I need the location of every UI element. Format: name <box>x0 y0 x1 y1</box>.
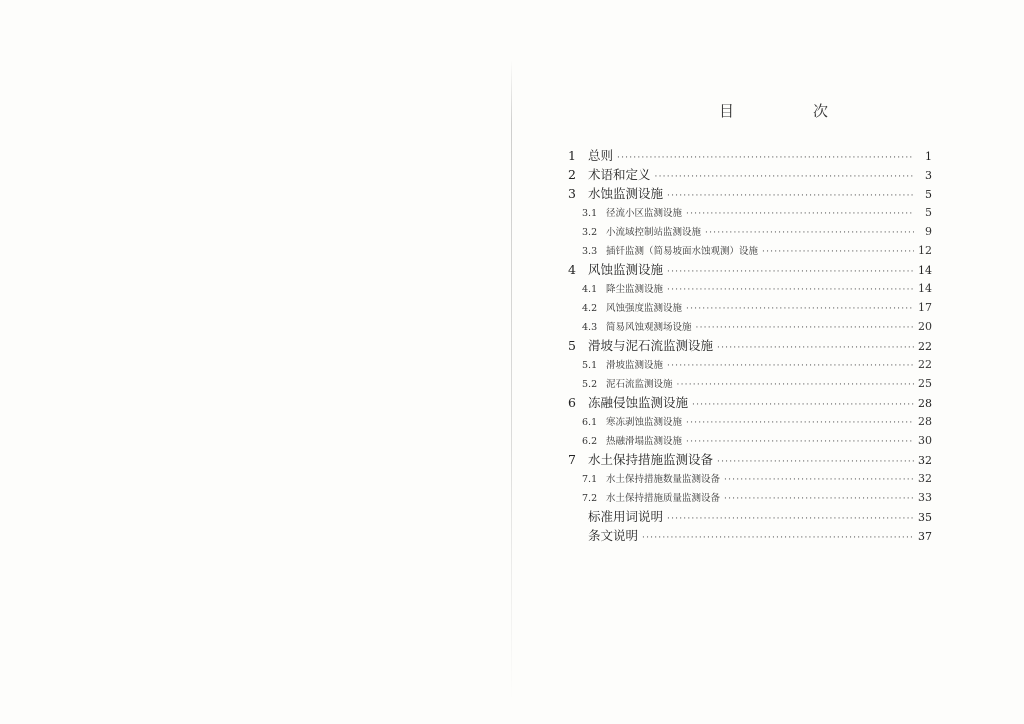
dot-leader <box>705 224 914 243</box>
entry-number: 7.1 <box>582 474 598 485</box>
dot-leader <box>724 490 914 509</box>
entry-number: 6.2 <box>582 436 598 447</box>
entry-title: 术语和定义 <box>588 167 651 182</box>
dot-leader <box>667 357 914 376</box>
entry-number: 6 <box>568 395 576 410</box>
entry-number: 3.3 <box>582 246 598 257</box>
dot-leader <box>667 187 914 206</box>
toc-subentry[interactable] <box>568 317 932 336</box>
entry-title: 泥石流监测设施 <box>606 379 673 390</box>
toc-subentry[interactable] <box>568 241 932 260</box>
entry-title: 简易风蚀观测场设施 <box>606 322 692 333</box>
entry-page: 32 <box>918 472 932 485</box>
entry-number: 7 <box>568 452 576 467</box>
entry-page: 30 <box>918 434 932 447</box>
toc-subentry[interactable] <box>568 469 932 488</box>
entry-title: 标准用词说明 <box>588 509 664 524</box>
entry-page: 22 <box>918 358 932 371</box>
dot-leader <box>762 243 914 262</box>
entry-page: 14 <box>918 282 932 295</box>
dot-leader <box>677 376 914 395</box>
entry-page: 35 <box>918 511 932 524</box>
entry-title: 滑坡监测设施 <box>606 360 664 371</box>
dot-leader <box>686 300 914 319</box>
entry-number: 2 <box>568 167 576 182</box>
entry-number: 3.2 <box>582 227 598 238</box>
toc-entry[interactable] <box>568 336 932 355</box>
entry-number: 1 <box>568 148 576 163</box>
dot-leader <box>686 414 914 433</box>
toc-entry[interactable] <box>568 393 932 412</box>
entry-title: 冻融侵蚀监测设施 <box>588 395 689 410</box>
entry-number: 7.2 <box>582 493 598 504</box>
entry-title: 水蚀监测设施 <box>588 186 664 201</box>
entry-title: 总则 <box>588 148 614 163</box>
toc-title: 目 次 <box>719 102 861 120</box>
entry-title: 条文说明 <box>588 528 639 543</box>
entry-page: 3 <box>925 169 932 182</box>
entry-number: 6.1 <box>582 417 598 428</box>
entry-page: 5 <box>925 188 932 201</box>
dot-leader <box>692 396 914 415</box>
entry-title: 滑坡与泥石流监测设施 <box>588 338 714 353</box>
entry-page: 14 <box>918 264 932 277</box>
dot-leader <box>667 510 914 529</box>
toc-subentry[interactable] <box>568 355 932 374</box>
entry-title: 水土保持措施监测设备 <box>588 452 714 467</box>
dot-leader <box>667 281 914 300</box>
entry-title: 寒冻剥蚀监测设施 <box>606 417 683 428</box>
toc-subentry[interactable] <box>568 374 932 393</box>
entry-page: 20 <box>918 320 932 333</box>
entry-number: 5.1 <box>582 360 598 371</box>
entry-number: 5 <box>568 338 576 353</box>
toc-entry[interactable] <box>568 146 932 165</box>
entry-page: 22 <box>918 340 932 353</box>
entry-title: 降尘监测设施 <box>606 284 664 295</box>
toc-subentry[interactable] <box>568 431 932 450</box>
entry-number: 4.2 <box>582 303 598 314</box>
dot-leader <box>617 149 914 168</box>
toc-entry[interactable] <box>568 450 932 469</box>
toc-subentry[interactable] <box>568 222 932 241</box>
entry-title: 风蚀监测设施 <box>588 262 664 277</box>
toc-subentry[interactable] <box>568 279 932 298</box>
table-of-contents <box>568 146 932 545</box>
dot-leader <box>717 453 914 472</box>
entry-page: 12 <box>918 244 932 257</box>
entry-page: 28 <box>918 415 932 428</box>
entry-number: 3.1 <box>582 208 598 219</box>
entry-page: 37 <box>918 530 932 543</box>
toc-entry[interactable] <box>568 526 932 545</box>
entry-page: 33 <box>918 491 932 504</box>
entry-page: 17 <box>918 301 932 314</box>
dot-leader <box>724 471 914 490</box>
entry-number: 4 <box>568 262 576 277</box>
entry-number: 3 <box>568 186 576 201</box>
entry-page: 28 <box>918 397 932 410</box>
dot-leader <box>686 433 914 452</box>
entry-title: 风蚀强度监测设施 <box>606 303 683 314</box>
entry-title: 热融滑塌监测设施 <box>606 436 683 447</box>
entry-title: 径流小区监测设施 <box>606 208 683 219</box>
toc-subentry[interactable] <box>568 298 932 317</box>
entry-page: 32 <box>918 454 932 467</box>
entry-page: 9 <box>925 225 932 238</box>
entry-number: 5.2 <box>582 379 598 390</box>
toc-entry[interactable] <box>568 260 932 279</box>
dot-leader <box>655 168 914 187</box>
toc-subentry[interactable] <box>568 412 932 431</box>
left-blank-page <box>0 0 511 724</box>
entry-number: 4.3 <box>582 322 598 333</box>
dot-leader <box>696 319 914 338</box>
entry-title: 水土保持措施质量监测设备 <box>606 493 721 504</box>
dot-leader <box>642 529 914 548</box>
entry-title: 插钎监测（简易坡面水蚀观测）设施 <box>606 246 759 257</box>
toc-entry[interactable] <box>568 165 932 184</box>
entry-title: 小流域控制站监测设施 <box>606 227 702 238</box>
toc-entry[interactable] <box>568 507 932 526</box>
entry-page: 25 <box>918 377 932 390</box>
entry-title: 水土保持措施数量监测设备 <box>606 474 721 485</box>
dot-leader <box>667 263 914 282</box>
entry-page: 1 <box>925 150 932 163</box>
toc-subentry[interactable] <box>568 203 932 222</box>
dot-leader <box>686 205 914 224</box>
entry-number: 4.1 <box>582 284 598 295</box>
toc-subentry[interactable] <box>568 488 932 507</box>
entry-page: 5 <box>925 206 932 219</box>
toc-entry[interactable] <box>568 184 932 203</box>
dot-leader <box>717 339 914 358</box>
